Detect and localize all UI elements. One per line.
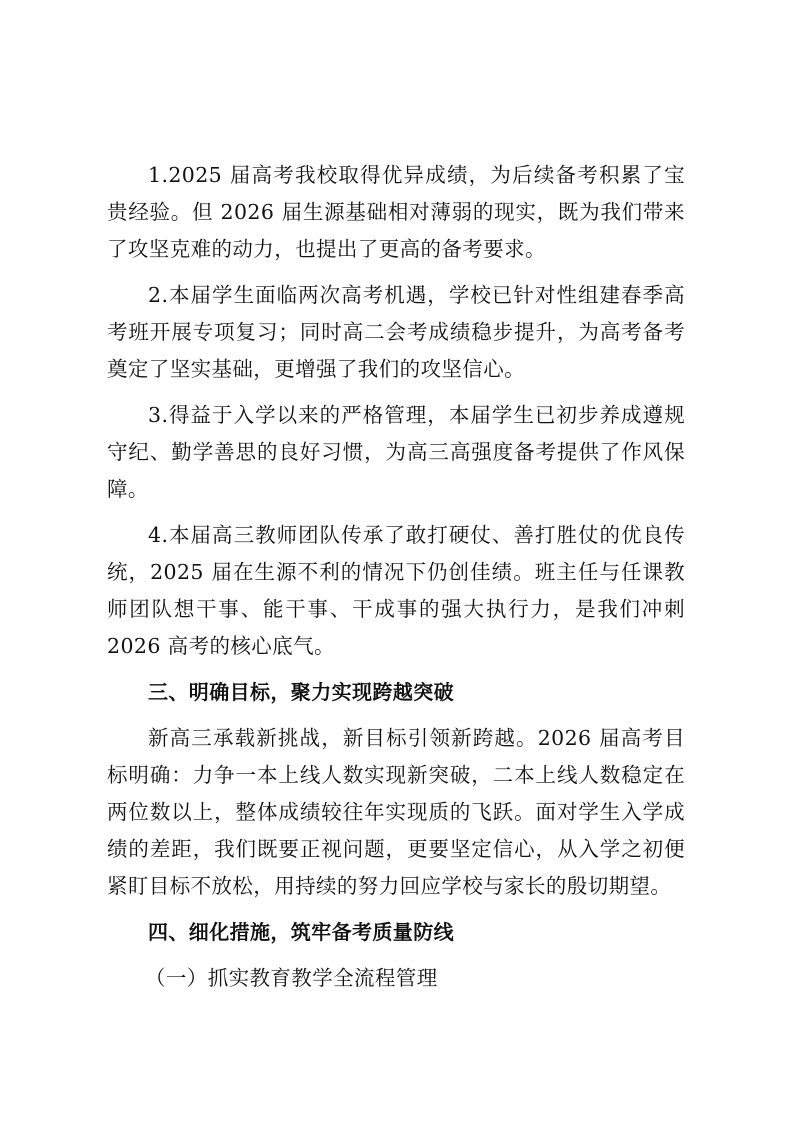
paragraph-1: 1.2025 届高考我校取得优异成绩，为后续备考积累了宝贵经验。但 2026 届生源基础相对薄弱的现实，既为我们带来了攻坚克难的动力，也提出了更高的备考要求。 (107, 163, 685, 261)
section-4-heading: 四、细化措施，筑牢备考质量防线 (148, 920, 454, 944)
section-3-heading: 三、明确目标，聚力实现跨越突破 (148, 680, 454, 704)
section-3-body: 新高三承载新挑战，新目标引领新跨越。2026 届高考目标明确：力争一本上线人数实现新突破，二本上线人数稳定在两位数以上，整体成绩较往年实现质的飞跃。面对学生入学成绩的差距，我们既要正视问题，更要坚定信心，从入学之初便紧盯目标不放松，用持续的努力回应学校与家长的殷切期望。 (107, 726, 685, 898)
paragraph-2: 2.本届学生面临两次高考机遇，学校已针对性组建春季高考班开展专项复习；同时高二会考成绩稳步提升，为高考备考奠定了坚实基础，更增强了我们的攻坚信心。 (107, 283, 685, 381)
paragraph-3: 3.得益于入学以来的严格管理，本届学生已初步养成遵规守纪、勤学善思的良好习惯，为高三高强度备考提供了作风保障。 (107, 403, 685, 501)
document-body (107, 157, 685, 1006)
subsection-1-heading: （一）抓实教育教学全流程管理 (145, 966, 438, 990)
paragraph-4: 4.本届高三教师团队传承了敢打硬仗、善打胜仗的优良传统，2025 届在生源不利的情况下仍创佳绩。班主任与任课教师团队想干事、能干事、干成事的强大执行力，是我们冲刺 2026 高考的核心底气。 (107, 523, 685, 658)
